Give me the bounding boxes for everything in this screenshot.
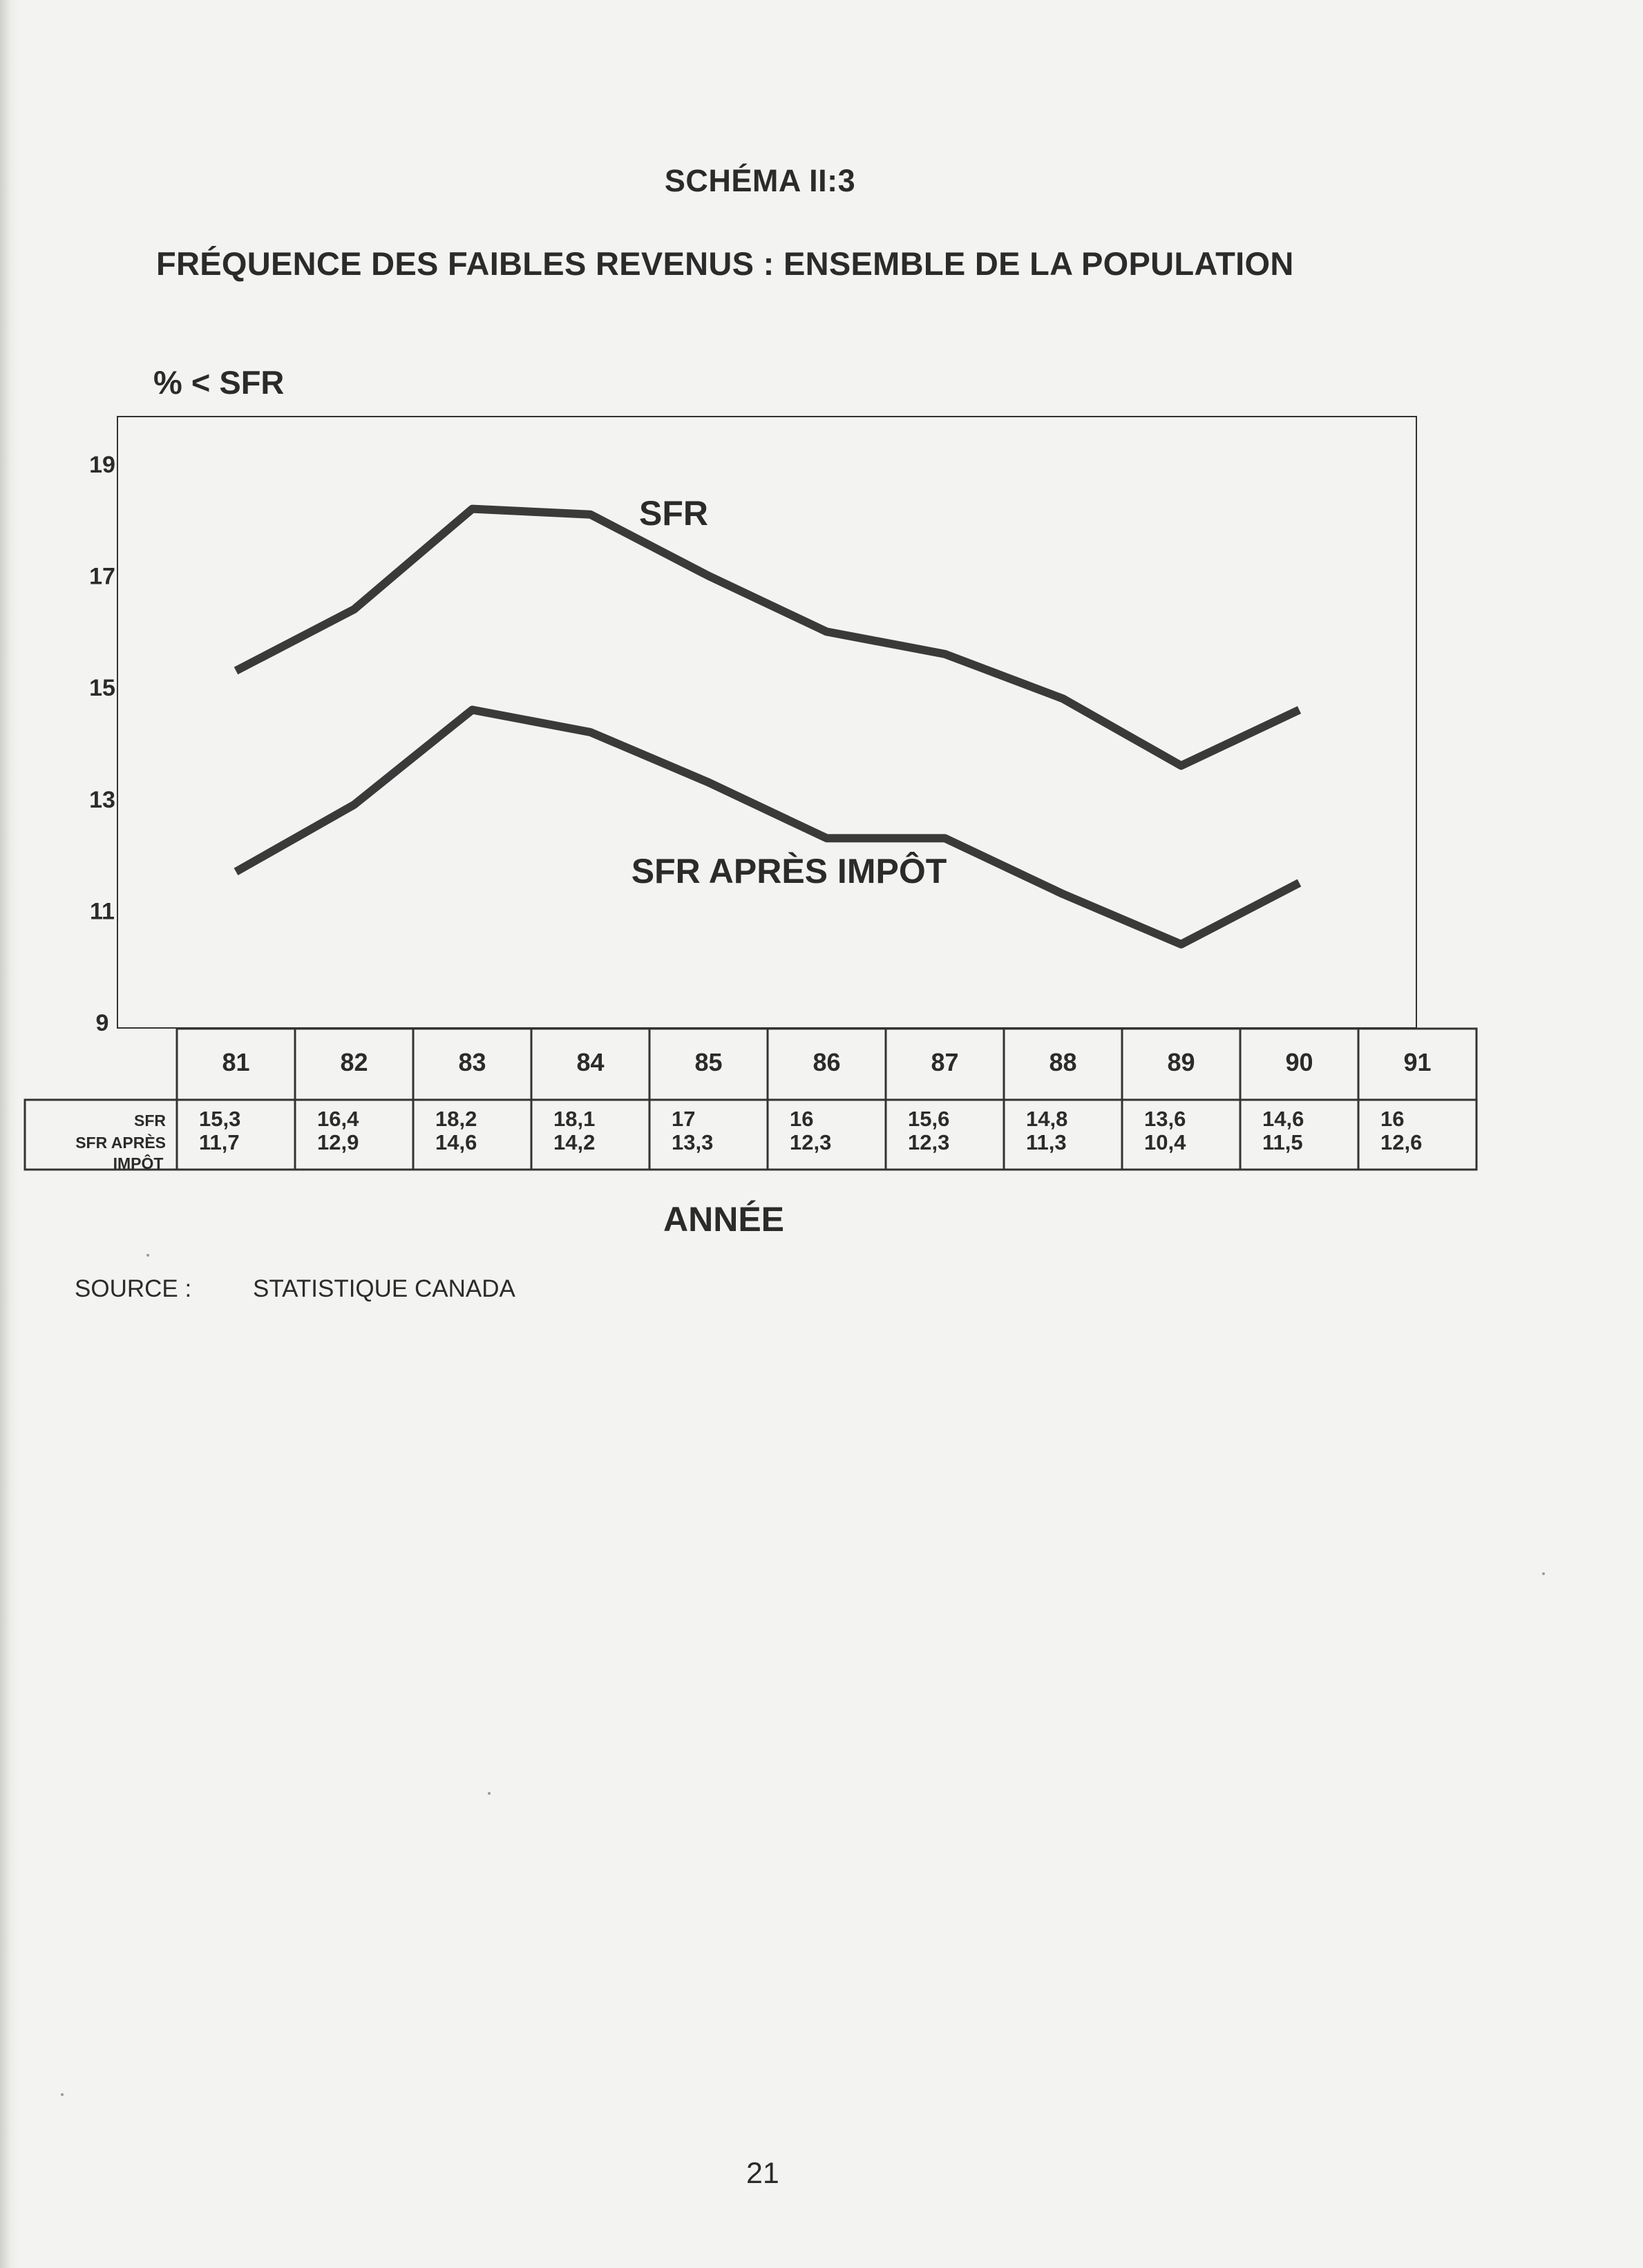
data-label: 13,3 [672,1130,714,1154]
chart-title: FRÉQUENCE DES FAIBLES REVENUS : ENSEMBLE DE LA POPULATION [156,245,1294,282]
y-tick-label: 15 [89,675,115,702]
x-tick-label: 89 [1167,1048,1195,1076]
series-label-sfr-apres-impot: SFR APRÈS IMPÔT [631,852,947,890]
data-label: 10,4 [1144,1130,1186,1154]
y-tick-label: 9 [95,1010,109,1036]
sfr-line [236,509,1300,766]
data-label: 15,3 [199,1107,241,1131]
data-label: 12,3 [790,1130,832,1154]
paper-speck [146,1254,149,1257]
x-tick-label: 91 [1403,1048,1432,1076]
data-label: 16 [790,1107,814,1131]
data-label: 13,6 [1144,1107,1186,1131]
data-label: 16,4 [317,1107,359,1131]
x-tick-label: 85 [694,1048,723,1076]
data-label: 11,5 [1262,1130,1303,1154]
paper-speck [1542,1572,1545,1575]
figure-number: SCHÉMA II:3 [664,163,856,198]
data-label: 18,1 [553,1107,596,1131]
series-label-sfr: SFR [639,494,708,533]
data-label: 14,6 [1262,1107,1304,1131]
x-tick-label: 88 [1049,1048,1077,1076]
table-row-label-sfr-apres: SFR APRÈS [75,1134,166,1152]
y-tick-label: 13 [89,786,115,813]
table-row-label-sfr: SFR [134,1112,166,1130]
source-label: SOURCE : [75,1275,192,1302]
data-label: 16 [1380,1107,1405,1131]
data-label: 15,6 [908,1107,950,1131]
y-tick-label: 17 [89,563,115,590]
y-tick-label: 11 [90,898,115,925]
x-tick-label: 84 [576,1048,605,1076]
x-tick-label: 87 [931,1048,959,1076]
data-label: 11,7 [199,1130,240,1154]
data-label: 14,2 [553,1130,596,1154]
table-row-label-impot: IMPÔT [113,1154,164,1172]
x-tick-label: 82 [340,1048,368,1076]
data-label: 12,3 [908,1130,950,1154]
paper-speck [61,2093,64,2096]
x-tick-label: 81 [222,1048,250,1076]
data-label: 17 [672,1107,696,1131]
page-number: 21 [746,2157,779,2190]
data-label: 14,6 [435,1130,477,1154]
y-tick-label: 19 [89,452,115,478]
x-tick-label: 83 [458,1048,486,1076]
x-tick-label: 86 [813,1048,841,1076]
data-label: 18,2 [435,1107,477,1131]
data-label: 11,3 [1026,1130,1067,1154]
data-label: 12,6 [1380,1130,1423,1154]
y-axis-label: % < SFR [153,364,285,401]
paper-speck [488,1792,491,1795]
table-value-row [25,1100,1476,1170]
data-label: 12,9 [317,1130,359,1154]
x-axis-label: ANNÉE [663,1200,785,1239]
data-label: 14,8 [1026,1107,1068,1131]
x-tick-label: 90 [1285,1048,1313,1076]
source-value: STATISTIQUE CANADA [253,1275,515,1302]
plot-area [117,417,1416,1028]
